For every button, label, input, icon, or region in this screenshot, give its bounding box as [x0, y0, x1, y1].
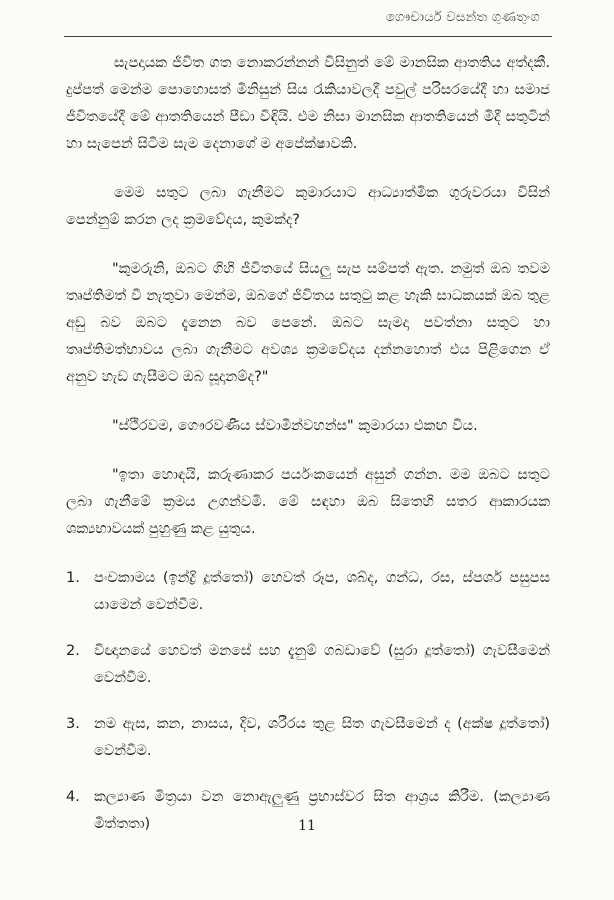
list-item: [66, 711, 550, 765]
list-text: පංචකාමය (ඉන්ද්‍රි දූත්තෝ) හෙවත් රූප, ශබ්ද, ගන්ධ, රස, ස්පර්ශ පසුපස යාමෙන් වෙන්වීම.: [94, 570, 550, 613]
numbered-list: [66, 565, 550, 838]
paragraph-3: "කුමරුනි, ඔබට ගිහි ජීවිතයේ සියලු සැප සම්පත් ඇත. නමුත් ඔබ තවම තෘප්තිමත් වී නැතුවා මෙන්ම, ඔබගේ ජීවිතය සතුටු කළ හැකි සාධකයක් ඔබ තුළ අඩු බව ඔබට දැනෙන බව පෙනේ. ඔබට සැමදා පවත්නා සතුට හා තෘප්තිමත්භාවය ලබා ගැනීමට අවශ්‍ය ක්‍රමවේදය දන්නහොත් එය පිළිගෙන ඒ අනුව හැඩ ගැසීමට ඔබ සූදානම්ද?": [66, 261, 550, 385]
list-number: 4.: [66, 789, 80, 805]
list-number: 1.: [66, 570, 80, 586]
page-body: [66, 50, 550, 857]
list-item: [66, 638, 550, 692]
running-header: ගෞචාර්ය වසන්ත ගුණතුංග: [386, 10, 540, 25]
page-number: 11: [298, 818, 316, 834]
list-text: නම ඇස, කන, නාසය, දිව, ශරීරය තුළ සිත ගැවසීමෙන් ද (අක්ෂ දූත්තෝ) වෙන්වීම.: [94, 716, 550, 759]
list-text: කල්‍යාණ මිත්‍රයා වන නොඇලුණු ප්‍රභාස්වර සිත ආශ්‍රය කිරීම. (කල්‍යාණ මිත්තතා): [94, 789, 550, 832]
header-rule: [64, 36, 552, 37]
paragraph-4: "ස්ථිරවම, ගෞරවණීය ස්වාමීන්වහන්ස" කුමාරයා එකඟ විය.: [112, 418, 478, 434]
paragraph-5: "ඉතා හොඳයි, කරුණාකර පර්යංකයෙන් අසුන් ගන්න. මම ඔබට සතුට ලබා ගැනීමේ ක්‍රමය උගන්වමි. මේ සඳහා ඔබ සිතෙහි සතර ආකාරයක ශක්‍යභාවයක් පුහුණු කළ යුතුය.: [66, 467, 550, 537]
list-text: විඥානයේ හෙවත් මනසේ සහ දැනුම් ගබඩාවේ (සුරා දූත්තෝ) ගැවසීමෙන් වෙන්වීම.: [94, 643, 550, 686]
list-number: 3.: [66, 716, 80, 732]
list-number: 2.: [66, 643, 80, 659]
paragraph-1: සැපදායක ජීවිත ගත නොකරන්නන් විසිනුත් මේ මානසික ආතතිය අත්දකී. දුප්පත් මෙන්ම පොහොසත් මිනිසුන් සිය රැකියාවලදී පවුල් පරිසරයේදී හා සමාජ ජීවිතයේදී මේ ආතතියෙන් පීඩා විඳියි. එම නිසා මානසික ආතතියෙන් මිදී සතුටින් හා සැපෙන් සිටීම සැම දෙනාගේ ම අපේක්ෂාවකි.: [66, 55, 550, 152]
paragraph-2: මෙම සතුට ලබා ගැනීමට කුමාරයාට ආධ්‍යාත්මික ගුරුවරයා විසින් පෙන්නුම් කරන ලද ක්‍රමවේදය, කුමක්ද?: [66, 185, 550, 228]
list-item: [66, 565, 550, 619]
